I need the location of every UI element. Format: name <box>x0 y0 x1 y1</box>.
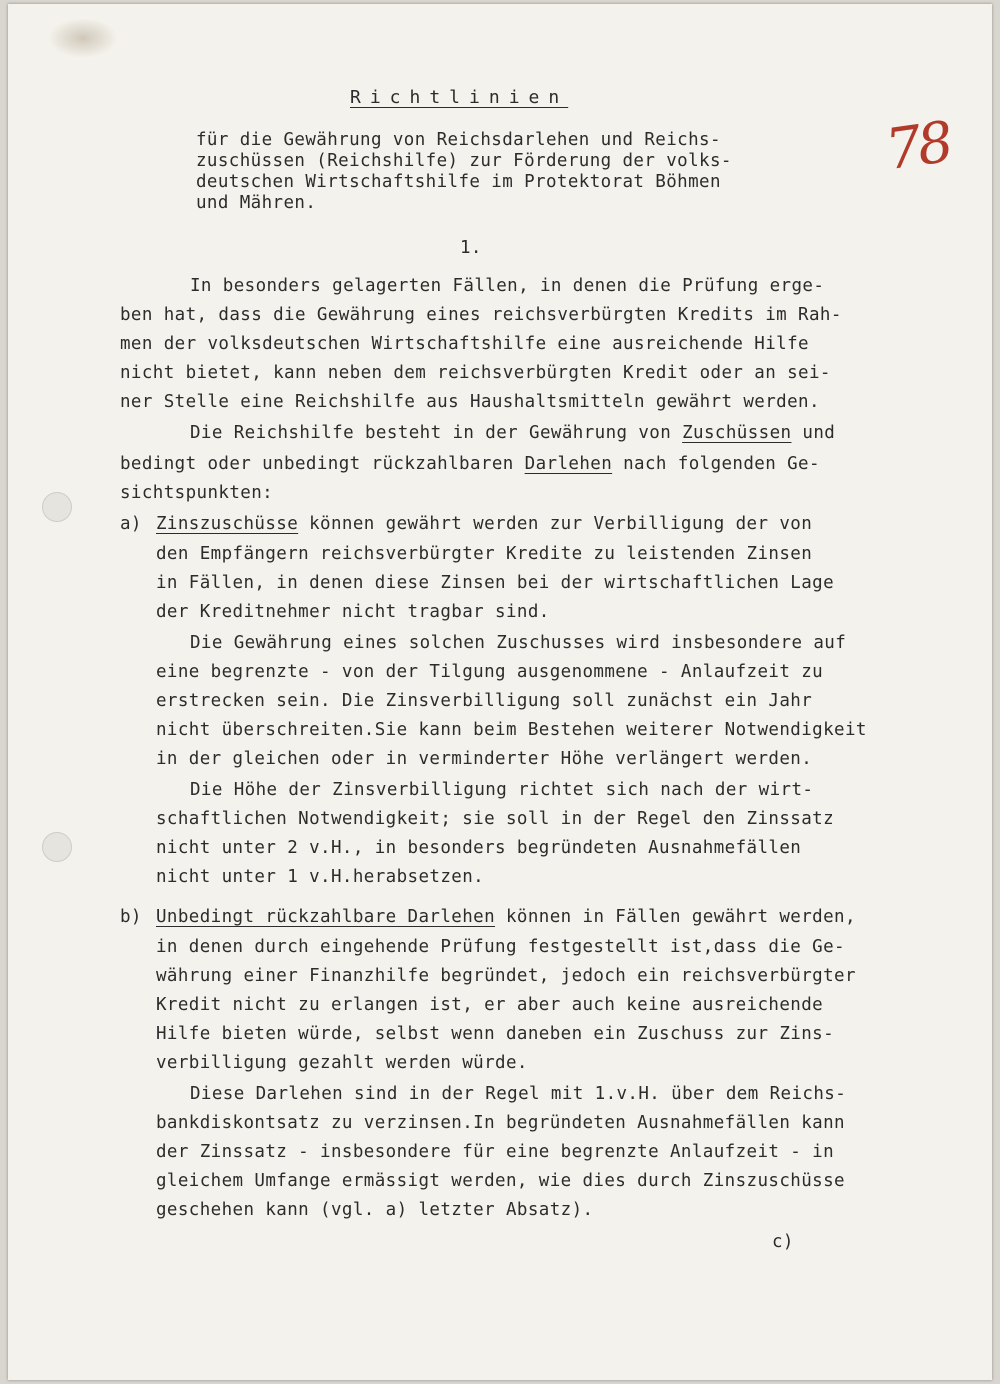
intro-line: ben hat, dass die Gewährung eines reichsverbürgten Kredits im Rah- <box>120 305 842 325</box>
item-a-marker: a) <box>120 514 142 534</box>
item-b-text: können in Fällen gewährt werden, <box>495 907 856 927</box>
subtitle-line: und Mähren. <box>196 193 317 213</box>
para2-line <box>190 423 835 443</box>
stain-mark <box>48 18 118 58</box>
punch-hole-top <box>42 492 72 522</box>
folio-number: 78 <box>881 109 954 184</box>
intro-line: men der volksdeutschen Wirtschaftshilfe eine ausreichende Hilfe <box>120 334 809 354</box>
document-page <box>8 4 992 1380</box>
section-number: 1. <box>460 238 482 258</box>
underlined-term: Unbedingt rückzahlbare Darlehen <box>156 907 496 927</box>
item-a-text: können gewährt werden zur Verbilligung der von <box>298 514 813 534</box>
subtitle-line: für die Gewährung von Reichsdarlehen und Reichs- <box>196 130 721 150</box>
item-a-para-line: erstrecken sein. Die Zinsverbilligung soll zunächst ein Jahr <box>156 691 813 711</box>
item-b-line: Kredit nicht zu erlangen ist, er aber auch keine ausreichende <box>156 995 824 1015</box>
item-b-para-line: der Zinssatz - insbesondere für eine begrenzte Anlaufzeit - in <box>156 1142 835 1162</box>
subtitle-line: zuschüssen (Reichshilfe) zur Förderung der volks- <box>196 151 732 171</box>
item-a-para-line: nicht unter 2 v.H., in besonders begründeten Ausnahmefällen <box>156 838 802 858</box>
para2-text: nach folgenden Ge- <box>612 454 820 474</box>
intro-line: In besonders gelagerten Fällen, in denen die Prüfung erge- <box>190 276 825 296</box>
intro-line: ner Stelle eine Reichshilfe aus Haushaltsmitteln gewährt werden. <box>120 392 820 412</box>
item-a-para-line: schaftlichen Notwendigkeit; sie soll in der Regel den Zinssatz <box>156 809 835 829</box>
document-title: Richtlinien <box>350 87 569 108</box>
underlined-term: Zuschüssen <box>682 423 792 443</box>
item-a-para-line: Die Gewährung eines solchen Zuschusses wird insbesondere auf <box>190 633 847 653</box>
para2-line <box>120 454 820 474</box>
item-b-line: verbilligung gezahlt werden würde. <box>156 1053 528 1073</box>
item-b-line <box>156 907 856 927</box>
item-a-line: den Empfängern reichsverbürgter Kredite zu leistenden Zinsen <box>156 544 813 564</box>
item-a-para-line: in der gleichen oder in verminderter Höhe verlängert werden. <box>156 749 813 769</box>
catchword: c) <box>772 1232 794 1252</box>
underlined-term: Darlehen <box>524 454 613 474</box>
item-b-para-line: geschehen kann (vgl. a) letzter Absatz). <box>156 1200 594 1220</box>
item-a-para-line: eine begrenzte - von der Tilgung ausgenommene - Anlaufzeit zu <box>156 662 824 682</box>
item-b-para-line: Diese Darlehen sind in der Regel mit 1.v.H. über dem Reichs- <box>190 1084 847 1104</box>
item-b-para-line: bankdiskontsatz zu verzinsen.In begründeten Ausnahmefällen kann <box>156 1113 845 1133</box>
intro-line: nicht bietet, kann neben dem reichsverbürgten Kredit oder an sei- <box>120 363 831 383</box>
item-b-para-line: gleichem Umfange ermässigt werden, wie dies durch Zinszuschüsse <box>156 1171 845 1191</box>
item-a-line <box>156 514 812 534</box>
item-a-line: der Kreditnehmer nicht tragbar sind. <box>156 602 550 622</box>
punch-hole-bottom <box>42 832 72 862</box>
item-a-para-line: Die Höhe der Zinsverbilligung richtet sich nach der wirt- <box>190 780 814 800</box>
item-b-line: in denen durch eingehende Prüfung festgestellt ist,dass die Ge- <box>156 937 845 957</box>
item-a-line: in Fällen, in denen diese Zinsen bei der wirtschaftlichen Lage <box>156 573 835 593</box>
item-a-para-line: nicht unter 1 v.H.herabsetzen. <box>156 867 485 887</box>
item-b-line: währung einer Finanzhilfe begründet, jedoch ein reichsverbürgter <box>156 966 856 986</box>
para2-line: sichtspunkten: <box>120 483 274 503</box>
para2-text: Die Reichshilfe besteht in der Gewährung von <box>190 423 683 443</box>
para2-text: und <box>791 423 836 443</box>
item-b-line: Hilfe bieten würde, selbst wenn daneben ein Zuschuss zur Zins- <box>156 1024 835 1044</box>
subtitle-line: deutschen Wirtschaftshilfe im Protektorat Böhmen <box>196 172 721 192</box>
item-a-para-line: nicht überschreiten.Sie kann beim Bestehen weiterer Notwendigkeit <box>156 720 867 740</box>
item-b-marker: b) <box>120 907 142 927</box>
para2-text: bedingt oder unbedingt rückzahlbaren <box>120 454 525 474</box>
underlined-term: Zinszuschüsse <box>156 514 299 534</box>
